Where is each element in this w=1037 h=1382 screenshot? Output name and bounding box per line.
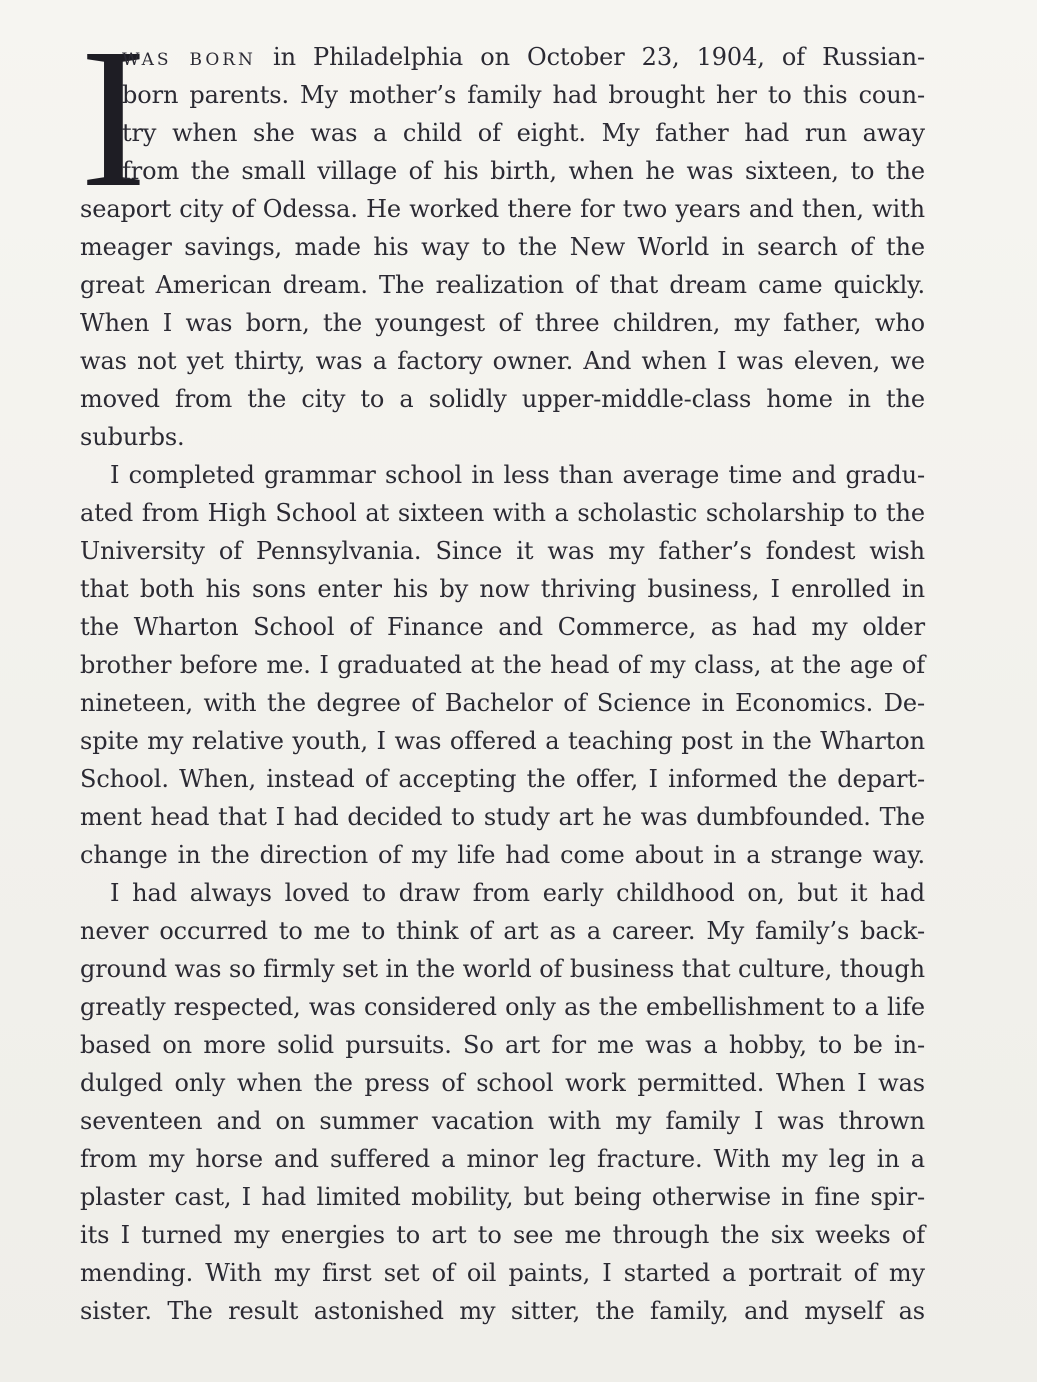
text-line: from my horse and suffered a minor leg fracture. With my leg in a: [80, 1145, 925, 1173]
text-line: from the small village of his birth, when he was sixteen, to the: [122, 157, 925, 185]
text-line: ground was so firmly set in the world of business that culture, though: [80, 955, 925, 983]
text-line: ated from High School at sixteen with a scholastic scholarship to the: [80, 499, 925, 527]
text-line: plaster cast, I had limited mobility, but being otherwise in fine spir-: [80, 1183, 925, 1211]
text-line: University of Pennsylvania. Since it was my father’s fondest wish: [80, 537, 925, 565]
text-line: the Wharton School of Finance and Commerce, as had my older: [80, 613, 925, 641]
text-line: was not yet thirty, was a factory owner. And when I was eleven, we: [80, 347, 925, 375]
text-line: never occurred to me to think of art as a career. My family’s back-: [80, 917, 925, 945]
text-line: nineteen, with the degree of Bachelor of Science in Economics. De-: [80, 689, 925, 717]
text-line: based on more solid pursuits. So art for me was a hobby, to be in-: [80, 1031, 925, 1059]
text-line: School. When, instead of accepting the offer, I informed the depart-: [80, 765, 925, 793]
text-line: mending. With my first set of oil paints, I started a portrait of my: [80, 1259, 925, 1287]
text-line: meager savings, made his way to the New World in search of the: [80, 233, 925, 261]
paragraph-1: [80, 8, 926, 456]
paragraph-2: [80, 456, 925, 874]
text-line: brother before me. I graduated at the head of my class, at the age of: [80, 651, 925, 679]
text-line: greatly respected, was considered only as the embellishment to a life: [80, 993, 925, 1021]
text-line: seventeen and on summer vacation with my family I was thrown: [80, 1107, 925, 1135]
text-line: moved from the city to a solidly upper-middle-class home in the: [80, 385, 925, 413]
text-line: I had always loved to draw from early childhood on, but it had: [110, 879, 925, 907]
text-line: seaport city of Odessa. He worked there for two years and then, with: [80, 195, 925, 223]
opening-smallcaps: WAS BORN: [122, 50, 256, 70]
text-line: sister. The result astonished my sitter, the family, and myself as: [80, 1297, 925, 1325]
text-line: its I turned my energies to art to see me through the six weeks of: [80, 1221, 925, 1249]
text-line: great American dream. The realization of that dream came quickly.: [80, 271, 925, 299]
text-line: I completed grammar school in less than average time and gradu-: [110, 461, 925, 489]
line-text: in Philadelphia on October 23, 1904, of Russian-: [255, 43, 926, 71]
text-line: change in the direction of my life had come about in a strange way.: [80, 841, 925, 869]
paragraph-3: [80, 874, 925, 1330]
body-text: [80, 8, 926, 1330]
text-line: ment head that I had decided to study art he was dumbfounded. The: [80, 803, 925, 831]
text-line: dulged only when the press of school work permitted. When I was: [80, 1069, 925, 1097]
drop-cap-initial: I: [80, 8, 147, 229]
text-line: suburbs.: [80, 423, 185, 451]
text-line: that both his sons enter his by now thriving business, I enrolled in: [80, 575, 925, 603]
text-line: [80, 38, 925, 76]
text-line: spite my relative youth, I was offered a teaching post in the Wharton: [80, 727, 925, 755]
text-line: born parents. My mother’s family had brought her to this coun-: [122, 81, 925, 109]
text-line: try when she was a child of eight. My father had run away: [122, 119, 925, 147]
text-line: When I was born, the youngest of three children, my father, who: [80, 309, 925, 337]
